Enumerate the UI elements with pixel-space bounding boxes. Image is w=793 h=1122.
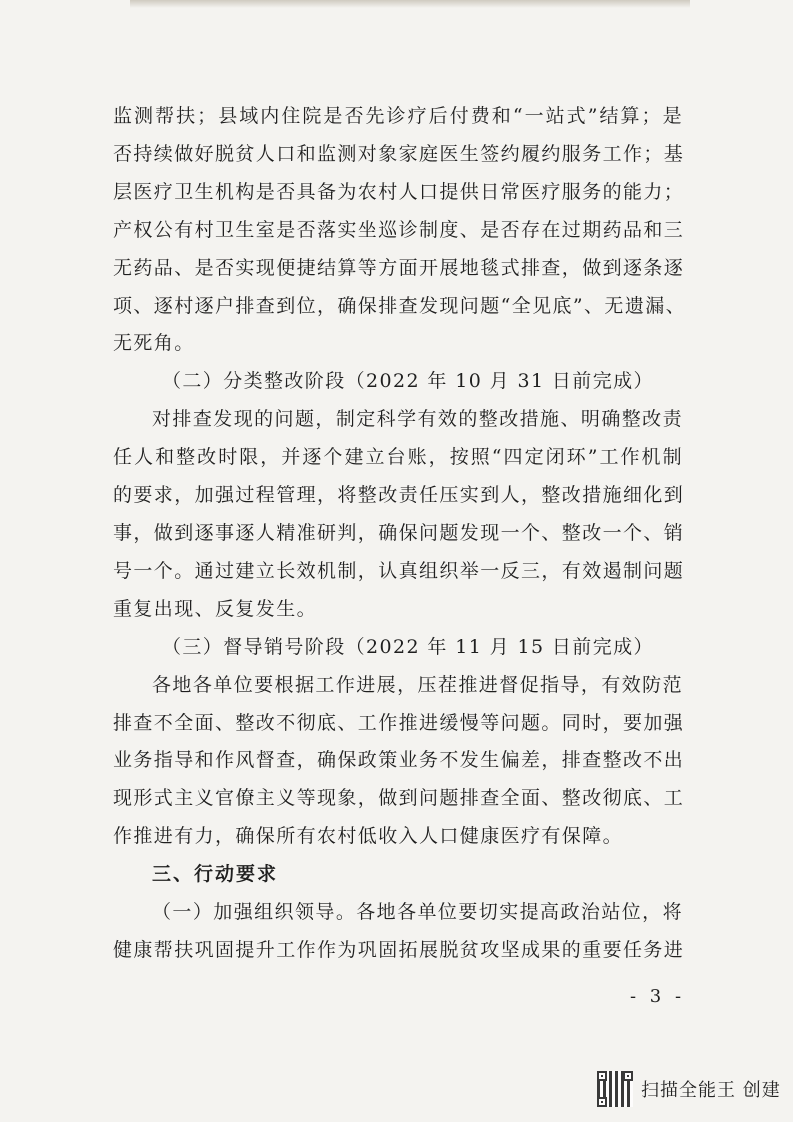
- body-text-line: 事，做到逐事逐人精准研判，确保问题发现一个、整改一个、销: [113, 522, 685, 544]
- body-text-line: 各地各单位要根据工作进展，压茬推进督促指导，有效防范: [152, 674, 683, 696]
- qr-code-icon: [597, 1071, 633, 1107]
- body-text-line: 任人和整改时限，并逐个建立台账，按照“四定闭环”工作机制: [113, 446, 683, 468]
- body-text-line: 重复出现、反复发生。: [113, 598, 318, 620]
- body-text-line: （一）加强组织领导。各地各单位要切实提高政治站位，将: [152, 901, 683, 923]
- body-text-line: 对排查发现的问题，制定科学有效的整改措施、明确整改责: [152, 408, 683, 430]
- body-text-line: 监测帮扶；县域内住院是否先诊疗后付费和“一站式”结算；是: [113, 105, 683, 127]
- section-heading: （二）分类整改阶段（2022 年 10 月 31 日前完成）: [162, 370, 654, 392]
- main-heading: 三、行动要求: [152, 863, 279, 885]
- body-text-line: 无药品、是否实现便捷结算等方面开展地毯式排查，做到逐条逐: [113, 257, 685, 279]
- body-text-line: 号一个。通过建立长效机制，认真组织举一反三，有效遏制问题: [113, 560, 685, 582]
- scanner-watermark: [597, 1070, 781, 1108]
- body-text-line: 排查不全面、整改不彻底、工作推进缓慢等问题。同时，要加强: [113, 712, 685, 734]
- page-number: - 3 -: [630, 986, 686, 1007]
- body-text-line: 业务指导和作风督查，确保政策业务不发生偏差，排查整改不出: [113, 749, 685, 771]
- body-text-line: 的要求，加强过程管理，将整改责任压实到人，整改措施细化到: [113, 484, 685, 506]
- body-text-line: 现形式主义官僚主义等现象，做到问题排查全面、整改彻底、工: [113, 787, 685, 809]
- body-text-line: 层医疗卫生机构是否具备为农村人口提供日常医疗服务的能力；: [113, 181, 685, 203]
- body-text-line: 项、逐村逐户排查到位，确保排查发现问题“全见底”、无遗漏、: [113, 295, 687, 317]
- section-heading: （三）督导销号阶段（2022 年 11 月 15 日前完成）: [162, 636, 654, 658]
- body-text-line: 否持续做好脱贫人口和监测对象家庭医生签约履约服务工作；基: [113, 143, 685, 165]
- body-text-line: 无死角。: [113, 332, 195, 354]
- body-text-line: 产权公有村卫生室是否落实坐巡诊制度、是否存在过期药品和三: [113, 219, 685, 241]
- watermark-text: 扫描全能王 创建: [641, 1080, 781, 1101]
- body-text-line: 健康帮扶巩固提升工作作为巩固拓展脱贫攻坚成果的重要任务进: [113, 939, 685, 961]
- body-text-line: 作推进有力，确保所有农村低收入人口健康医疗有保障。: [113, 825, 624, 847]
